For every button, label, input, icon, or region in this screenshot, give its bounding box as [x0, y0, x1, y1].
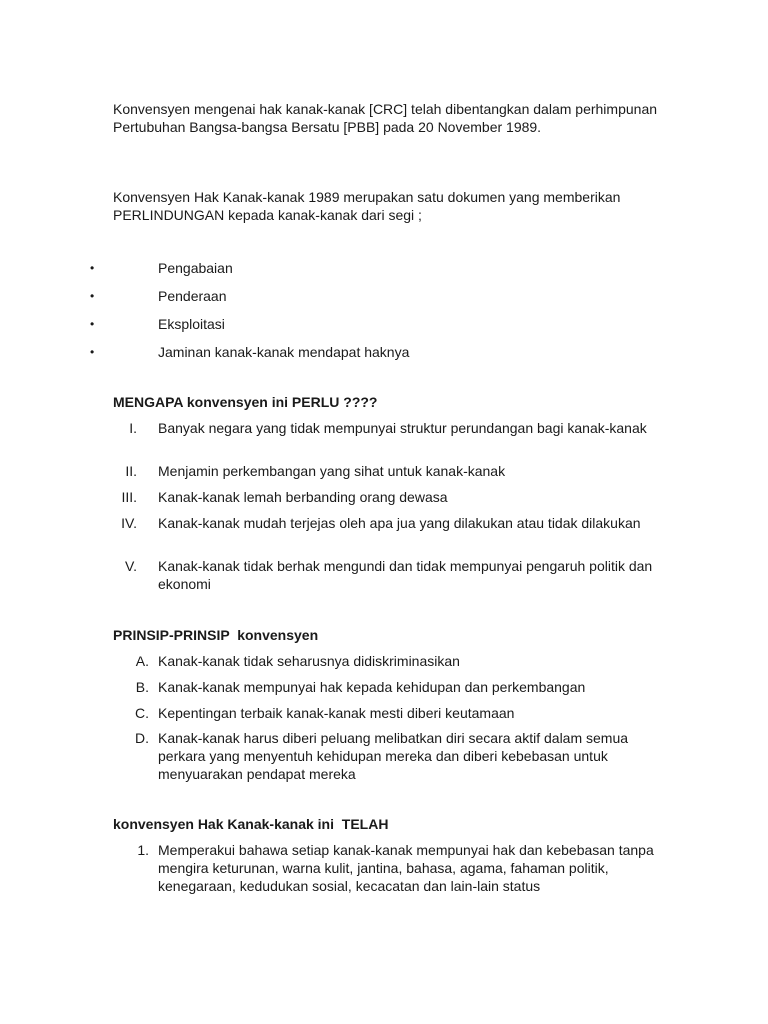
list-marker: D.: [135, 730, 149, 746]
bullet-item-text: Eksploitasi: [158, 316, 225, 332]
section-heading-prinsip: PRINSIP-PRINSIP konvensyen: [113, 627, 319, 643]
list-marker: III.: [121, 489, 137, 505]
intro-paragraph-2: Konvensyen Hak Kanak-kanak 1989 merupakan satu dokumen yang memberikan PERLINDUNGAN kepada kanak-kanak dari segi ;: [113, 189, 621, 223]
bullet-marker: •: [90, 289, 95, 303]
list-marker: A.: [135, 653, 149, 669]
list-item-text: Memperakui bahawa setiap kanak-kanak mempunyai hak dan kebebasan tanpa mengira keturunan, warna kulit, jantina, bahasa, agama, fahaman politik, kenegaraan, kedudukan sosial, kecacatan dan lain-lain status: [158, 842, 654, 894]
list-item-text: Kanak-kanak mempunyai hak kepada kehidupan dan perkembangan: [158, 679, 586, 695]
bullet-marker: •: [90, 317, 95, 331]
section-heading-mengapa: MENGAPA konvensyen ini PERLU ????: [113, 394, 378, 410]
list-marker: I.: [129, 420, 137, 436]
bullet-item-text: Penderaan: [158, 288, 227, 304]
bullet-marker: •: [90, 261, 95, 275]
bullet-item-text: Pengabaian: [158, 260, 233, 276]
list-item-text: Banyak negara yang tidak mempunyai struktur perundangan bagi kanak-kanak: [158, 420, 647, 436]
list-item-text: Kanak-kanak harus diberi peluang melibatkan diri secara aktif dalam semua perkara yang menyentuh kehidupan mereka dan diberi kebebasan untuk menyuarakan pendapat mereka: [158, 730, 629, 782]
list-marker: II.: [125, 463, 137, 479]
list-marker: B.: [135, 679, 149, 695]
list-item-text: Kanak-kanak lemah berbanding orang dewasa: [158, 489, 448, 505]
list-item-text: Kanak-kanak tidak seharusnya didiskriminasikan: [158, 653, 460, 669]
section-heading-telah: konvensyen Hak Kanak-kanak ini TELAH: [113, 816, 389, 832]
list-marker: IV.: [121, 515, 137, 531]
list-item-text: Kanak-kanak mudah terjejas oleh apa jua yang dilakukan atau tidak dilakukan: [158, 515, 641, 531]
list-item-text: Kepentingan terbaik kanak-kanak mesti diberi keutamaan: [158, 705, 515, 721]
list-marker: V.: [125, 558, 137, 574]
bullet-item-text: Jaminan kanak-kanak mendapat haknya: [158, 344, 410, 360]
list-item-text: Kanak-kanak tidak berhak mengundi dan tidak mempunyai pengaruh politik dan ekonomi: [158, 558, 653, 592]
bullet-marker: •: [90, 345, 95, 359]
list-item-text: Menjamin perkembangan yang sihat untuk kanak-kanak: [158, 463, 506, 479]
list-marker: C.: [135, 705, 149, 721]
list-marker: 1.: [137, 842, 149, 858]
intro-paragraph-1: Konvensyen mengenai hak kanak-kanak [CRC] telah dibentangkan dalam perhimpunan Pertubuhan Bangsa-bangsa Bersatu [PBB] pada 20 November 1989.: [113, 101, 658, 135]
